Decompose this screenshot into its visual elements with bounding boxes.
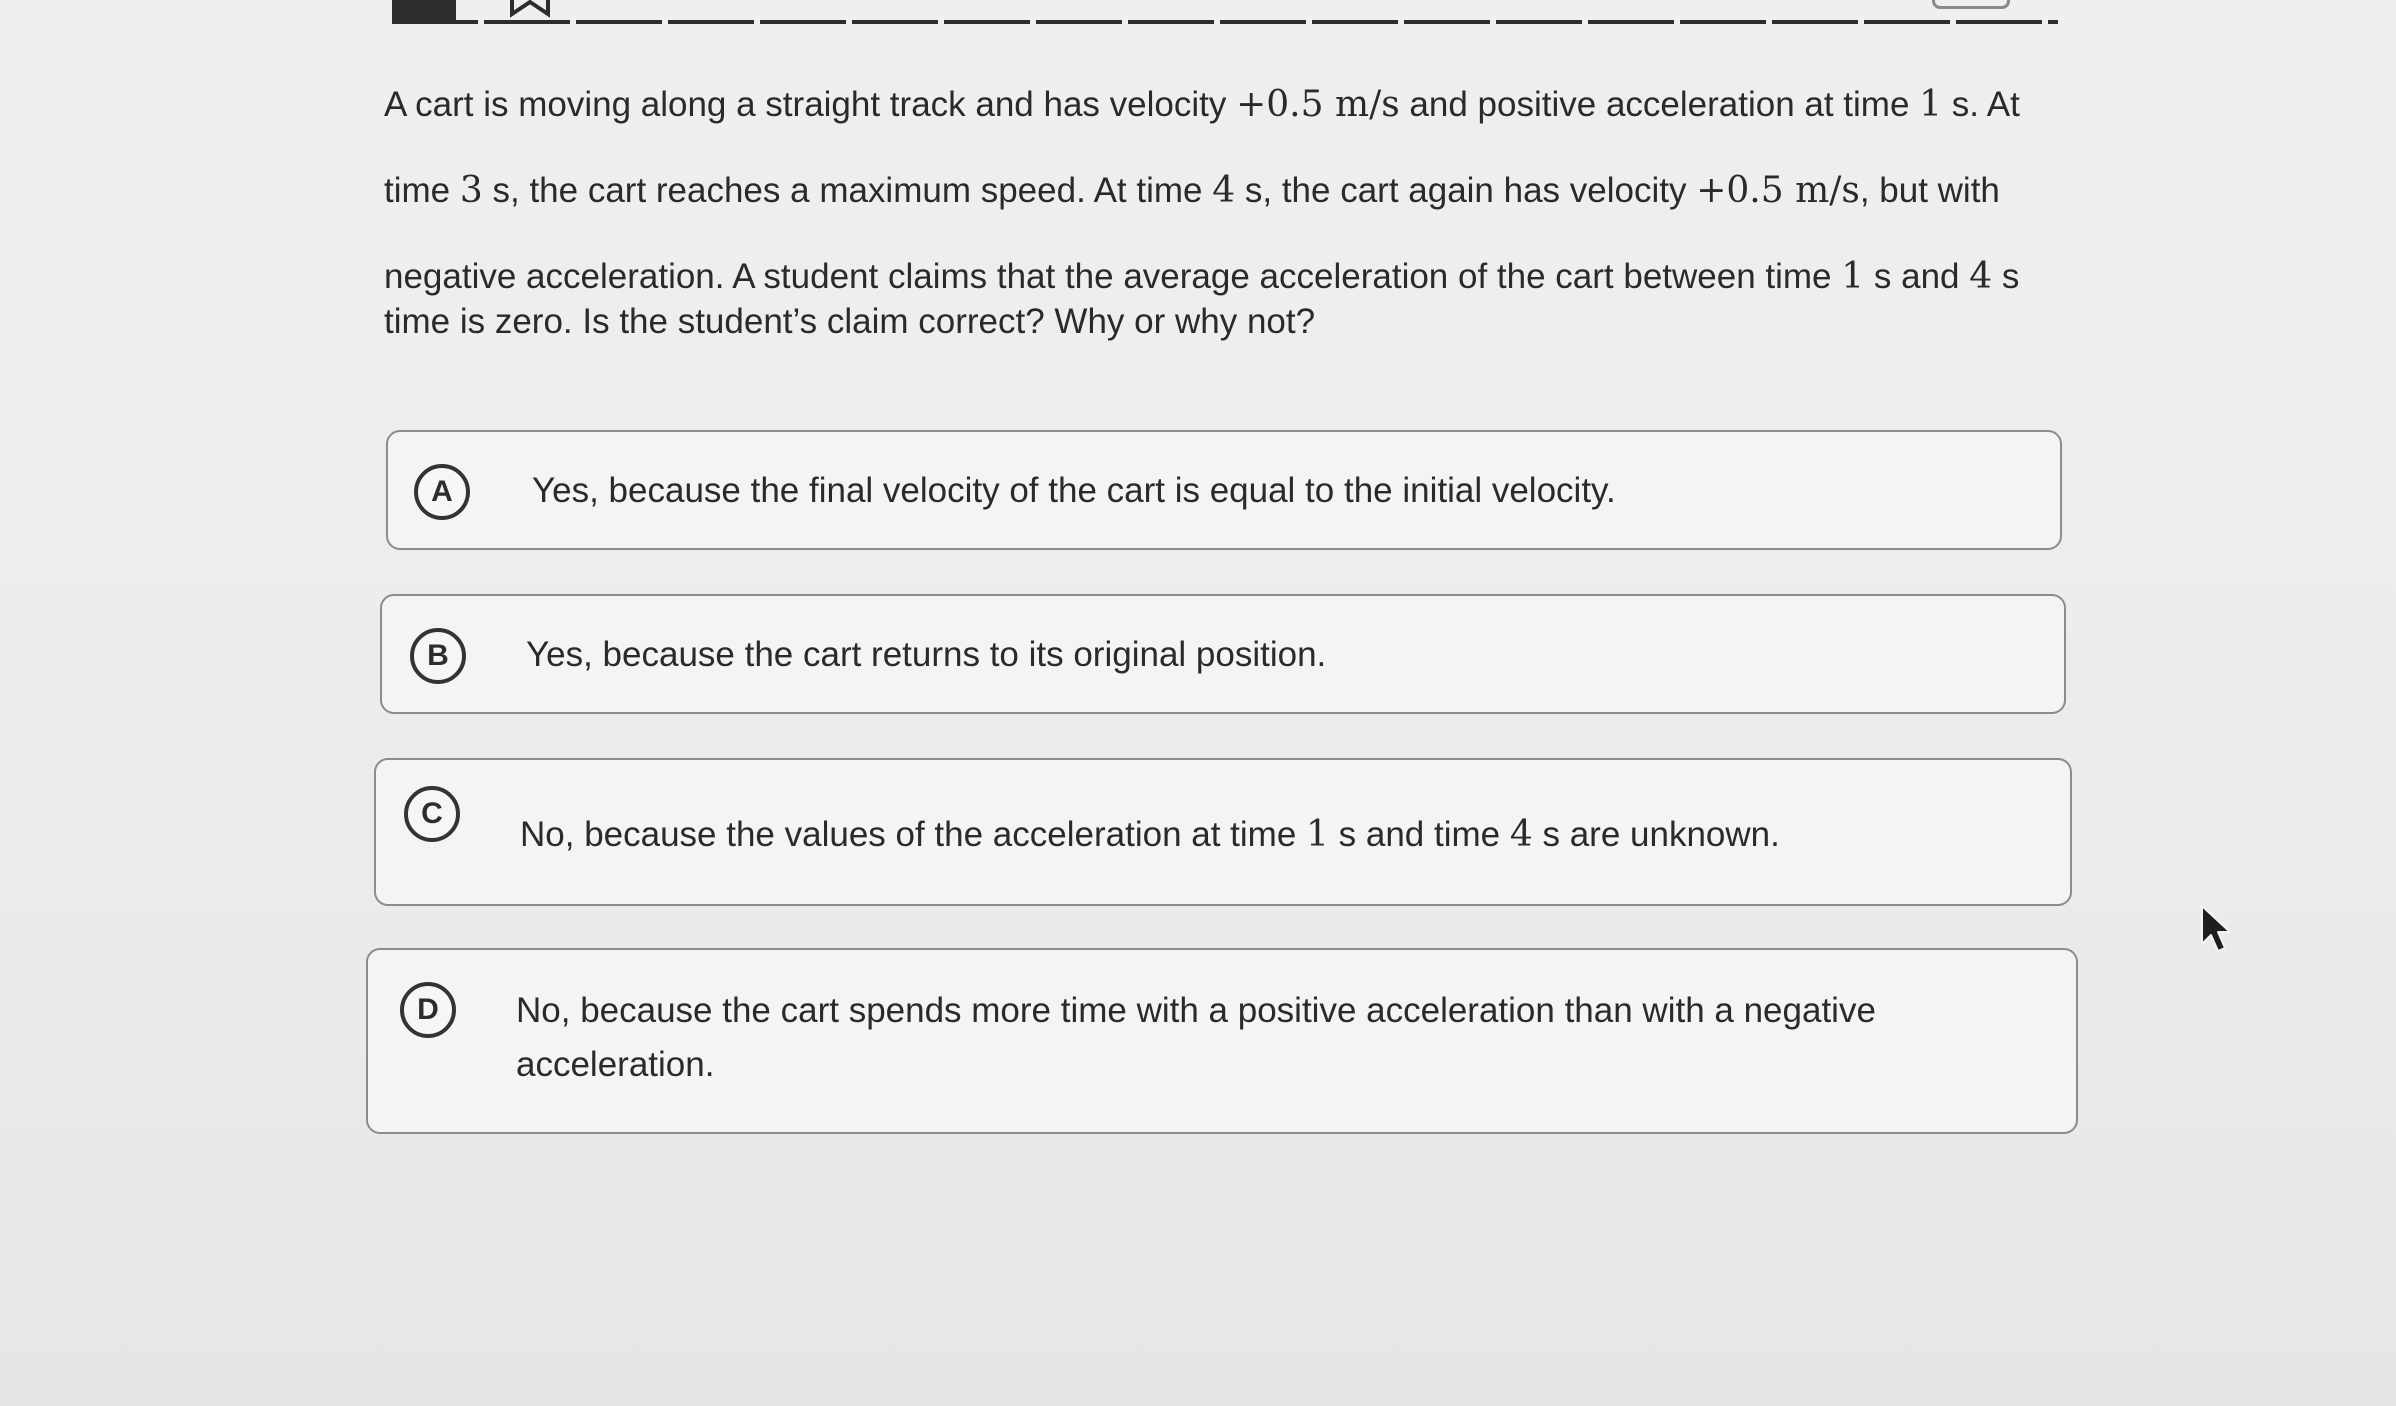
question-text: A cart is moving along a straight track and has velocity	[384, 85, 1237, 124]
math-time: 4	[1969, 256, 1993, 297]
question-text: and positive acceleration at time	[1399, 85, 1920, 124]
answer-choice-a[interactable]	[386, 430, 2062, 550]
math-time: 1	[1919, 84, 1943, 125]
choice-letter-b: B	[410, 628, 466, 684]
question-text: s and	[1864, 257, 1970, 296]
question-text: time	[384, 171, 460, 210]
question-line-2	[384, 148, 2044, 234]
choice-text-a: Yes, because the final velocity of the cart is equal to the initial velocity.	[532, 471, 1616, 510]
question-text: s, the cart reaches a maximum speed. At time	[482, 171, 1213, 210]
bookmark-icon[interactable]	[508, 0, 552, 18]
math-velocity: +0.5 m/s	[1696, 170, 1860, 211]
choice-text-line-2: acceleration.	[516, 1045, 715, 1084]
header-divider	[392, 20, 2058, 24]
choice-text-d	[516, 984, 1876, 1092]
math-time: 4	[1509, 814, 1533, 855]
question-text: s. At	[1942, 85, 2020, 124]
toolbar-button[interactable]	[1932, 0, 2010, 9]
question-line-4: time is zero. Is the student’s claim correct? Why or why not?	[384, 302, 1316, 341]
choice-text: s are unknown.	[1532, 815, 1780, 854]
question-text: , but with	[1859, 171, 2000, 210]
math-time: 4	[1212, 170, 1236, 211]
math-velocity: +0.5 m/s	[1236, 84, 1400, 125]
math-time: 1	[1306, 814, 1329, 855]
question-text: negative acceleration. A student claims that the average acceleration of the cart between time	[384, 257, 1842, 296]
math-time: 3	[459, 170, 483, 211]
choice-text-b: Yes, because the cart returns to its original position.	[526, 635, 1327, 674]
choice-letter-a: A	[414, 464, 470, 520]
toolbar-tab-marker	[392, 0, 456, 20]
mouse-pointer-icon	[2198, 904, 2232, 954]
choice-letter-d: D	[400, 982, 456, 1038]
question-text: s	[1992, 257, 2020, 296]
answer-choice-c[interactable]	[374, 758, 2072, 906]
choice-text: No, because the values of the acceleration at time	[520, 815, 1307, 854]
question-line-1	[384, 62, 2044, 148]
choice-text: s and time	[1328, 815, 1510, 854]
question-stem	[384, 62, 2044, 352]
choice-text-line-1: No, because the cart spends more time with a positive acceleration than with a negative	[516, 991, 1876, 1030]
choice-letter-c: C	[404, 786, 460, 842]
question-text: s, the cart again has velocity	[1235, 171, 1697, 210]
math-time: 1	[1841, 256, 1865, 297]
answer-choice-d[interactable]	[366, 948, 2078, 1134]
choice-text-c	[520, 808, 1780, 862]
answer-choice-b[interactable]	[380, 594, 2066, 714]
